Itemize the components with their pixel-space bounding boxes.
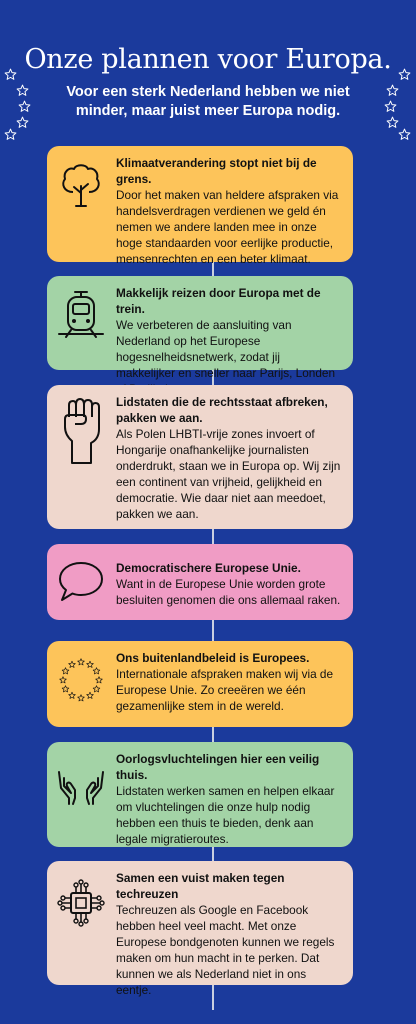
card-rule-of-law (47, 385, 353, 529)
card-body: We verbeteren de aansluiting van Nederland op het Europese hogesnelheidsnetwerk, zodat jij makkelijker en sneller naar Parijs, Londen (116, 318, 336, 380)
chip-icon (55, 877, 107, 929)
card-train (47, 276, 353, 380)
card-refugees (47, 742, 353, 847)
card-heading: Oorlogsvluchtelingen hier een veilig thuis. (116, 752, 320, 782)
speech-bubble-icon (55, 556, 107, 608)
card-body: Want in de Europese Unie worden grote besluiten genomen die ons allemaal raken. (116, 577, 341, 607)
star-icon (18, 100, 31, 113)
star-icon (398, 68, 411, 81)
train-icon (55, 288, 107, 340)
card-heading: Samen een vuist maken tegen techreuzen (116, 871, 285, 901)
page-subtitle: Voor een sterk Nederland hebben we niet minder, maar juist meer Europa nodig. (66, 84, 350, 119)
stars-left-decoration (2, 64, 32, 144)
card-climate (47, 146, 353, 266)
card-heading: Makkelijk reizen door Europa met de trein. (116, 286, 321, 316)
card-body: Lidstaten werken samen en helpen elkaar om vluchtelingen die onze hulp nodig hebben een thuis te bieden, denk aan legale migratieroutes. (116, 784, 335, 846)
card-body: Als Polen LHBTI-vrije zones invoert of Hongarije onafhankelijke journalisten onderdrukt, staan we in Europa op. Wij zijn een continent van vrijheid, gelijkheid en democratie. Wie daar niet aan meedoet, pakken we aan. (116, 427, 341, 521)
card-body: Techreuzen als Google en Facebook hebben heel veel macht. Met onze Europese bondgenoten kunnen we regels maken om hun macht in te perken. Dat kunnen we als Nederland niet in ons eentje. (116, 903, 335, 997)
card-body: Internationale afspraken maken wij via de Europese Unie. Zo creeëren we één gezamenlijke stem in de wereld. (116, 667, 334, 713)
star-icon (4, 68, 17, 81)
stars-right-decoration (384, 64, 414, 144)
open-hands-icon (55, 758, 107, 810)
star-icon (16, 116, 29, 129)
card-heading: Ons buitenlandbeleid is Europees. (116, 651, 310, 665)
card-tech-giants (47, 861, 353, 997)
card-heading: Lidstaten die de rechtsstaat afbreken, pakken we aan. (116, 395, 328, 425)
star-icon (398, 128, 411, 141)
star-icon (386, 84, 399, 97)
card-heading: Klimaatverandering stopt niet bij de grens. (116, 156, 317, 186)
page-title: Onze plannen voor Europa. (24, 44, 392, 75)
card-foreign-policy (47, 641, 353, 727)
card-heading: Democratischere Europese Unie. (116, 561, 301, 575)
raised-fist-icon (55, 397, 107, 467)
star-icon (384, 100, 397, 113)
header (0, 0, 416, 150)
star-icon (16, 84, 29, 97)
card-democracy (47, 544, 353, 620)
card-body: Door het maken van heldere afspraken via handelsverdragen verdienen we geld én nemen we andere landen mee in onze hoge standaarden voor eerlijke productie, mensenrechten en een beter klimaat. (116, 188, 339, 266)
tree-icon (55, 160, 107, 212)
star-icon (4, 128, 17, 141)
eu-stars-icon (55, 655, 107, 707)
